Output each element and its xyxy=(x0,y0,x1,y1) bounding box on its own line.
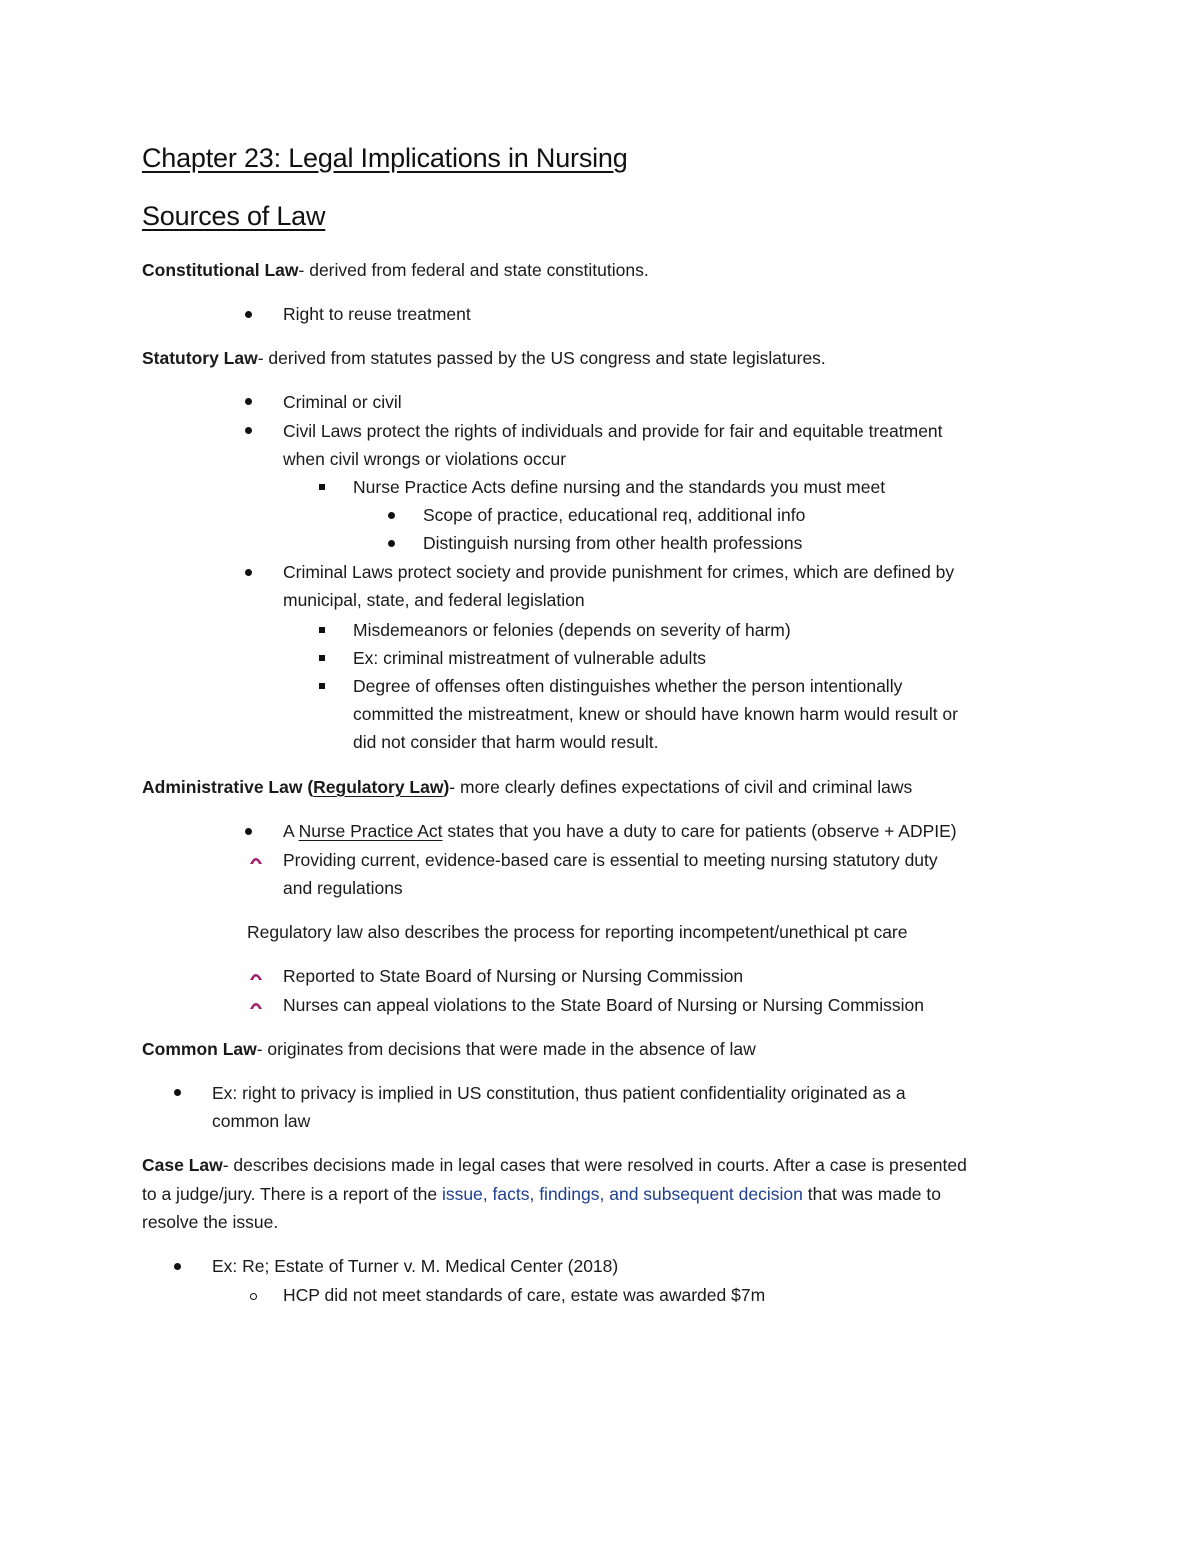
bullet-icon xyxy=(245,398,252,405)
list-item-prefix: A xyxy=(283,821,299,841)
case-law-line-2 xyxy=(142,1180,941,1208)
constitutional-law-line xyxy=(142,256,649,284)
case-law-def-suffix: that was made to xyxy=(802,1184,941,1204)
regulatory-law-term: Regulatory Law xyxy=(313,777,444,797)
case-law-highlight: issue, facts, findings, and subsequent decision xyxy=(441,1184,803,1204)
list-item: Reported to State Board of Nursing or Nursing Commission xyxy=(283,966,744,986)
statutory-law-line xyxy=(142,344,826,372)
list-item xyxy=(283,817,957,845)
bullet-icon xyxy=(245,427,252,434)
list-item-continuation: did not consider that harm would result. xyxy=(353,732,659,752)
list-item: Nurse Practice Acts define nursing and the standards you must meet xyxy=(353,477,886,497)
square-bullet-icon xyxy=(319,655,325,661)
case-law-def-prefix: to a judge/jury. There is a report of the xyxy=(142,1184,442,1204)
list-item: Degree of offenses often distinguishes whether the person intentionally xyxy=(353,676,903,696)
nurse-practice-act-term: Nurse Practice Act xyxy=(298,821,443,841)
list-item: Criminal or civil xyxy=(283,392,402,412)
bullet-icon xyxy=(388,512,395,519)
bullet-icon xyxy=(245,311,252,318)
list-item: Ex: criminal mistreatment of vulnerable adults xyxy=(353,648,707,668)
list-item: Scope of practice, educational req, additional info xyxy=(423,505,806,525)
list-item-continuation: common law xyxy=(212,1111,311,1131)
purple-arrowhead-icon xyxy=(249,969,263,981)
constitutional-law-def: - derived from federal and state constitutions. xyxy=(298,260,649,280)
list-item: HCP did not meet standards of care, estate was awarded $7m xyxy=(283,1285,766,1305)
list-item: Misdemeanors or felonies (depends on severity of harm) xyxy=(353,620,791,640)
bullet-icon xyxy=(245,828,252,835)
case-law-term: Case Law xyxy=(142,1155,223,1175)
chapter-title: Chapter 23: Legal Implications in Nursing xyxy=(142,143,628,173)
square-bullet-icon xyxy=(319,683,325,689)
common-law-term: Common Law xyxy=(142,1039,257,1059)
case-law-def: - describes decisions made in legal cases that were resolved in courts. After a case is presented xyxy=(222,1155,967,1175)
purple-arrowhead-icon xyxy=(249,853,263,865)
list-item: Nurses can appeal violations to the State Board of Nursing or Nursing Commission xyxy=(283,995,925,1015)
list-item: Civil Laws protect the rights of individuals and provide for fair and equitable treatment xyxy=(283,421,943,441)
case-law-line-3: resolve the issue. xyxy=(142,1212,279,1232)
common-law-line xyxy=(142,1035,756,1063)
list-item: Distinguish nursing from other health professions xyxy=(423,533,803,553)
statutory-law-def: - derived from statutes passed by the US congress and state legislatures. xyxy=(257,348,826,368)
statutory-law-term: Statutory Law xyxy=(142,348,258,368)
case-law-line xyxy=(142,1151,967,1179)
bullet-icon xyxy=(245,569,252,576)
bullet-icon xyxy=(174,1263,181,1270)
list-item-continuation: municipal, state, and federal legislation xyxy=(283,590,585,610)
list-item: Right to reuse treatment xyxy=(283,304,471,324)
list-item: Ex: Re; Estate of Turner v. M. Medical Center (2018) xyxy=(212,1256,619,1276)
purple-arrowhead-icon xyxy=(249,998,263,1010)
list-item-continuation: committed the mistreatment, knew or should have known harm would result or xyxy=(353,704,958,724)
administrative-law-line xyxy=(142,773,912,801)
list-item-suffix: states that you have a duty to care for patients (observe + ADPIE) xyxy=(442,821,957,841)
square-bullet-icon xyxy=(319,627,325,633)
section-title: Sources of Law xyxy=(142,201,326,231)
bullet-icon xyxy=(388,540,395,547)
bullet-icon xyxy=(174,1089,181,1096)
administrative-law-term: Administrative Law ( xyxy=(142,777,314,797)
hollow-circle-bullet-icon xyxy=(250,1293,257,1300)
square-bullet-icon xyxy=(319,484,325,490)
regulatory-law-paragraph: Regulatory law also describes the process for reporting incompetent/unethical pt care xyxy=(247,922,908,942)
list-item: Ex: right to privacy is implied in US constitution, thus patient confidentiality originated as a xyxy=(212,1083,906,1103)
list-item: Criminal Laws protect society and provide punishment for crimes, which are defined by xyxy=(283,562,955,582)
common-law-def: - originates from decisions that were made in the absence of law xyxy=(256,1039,756,1059)
list-item: Providing current, evidence-based care is essential to meeting nursing statutory duty xyxy=(283,850,938,870)
list-item-continuation: and regulations xyxy=(283,878,403,898)
administrative-law-term-close: ) xyxy=(443,777,450,797)
list-item-continuation: when civil wrongs or violations occur xyxy=(283,449,567,469)
constitutional-law-term: Constitutional Law xyxy=(142,260,299,280)
administrative-law-def: - more clearly defines expectations of civil and criminal laws xyxy=(449,777,913,797)
